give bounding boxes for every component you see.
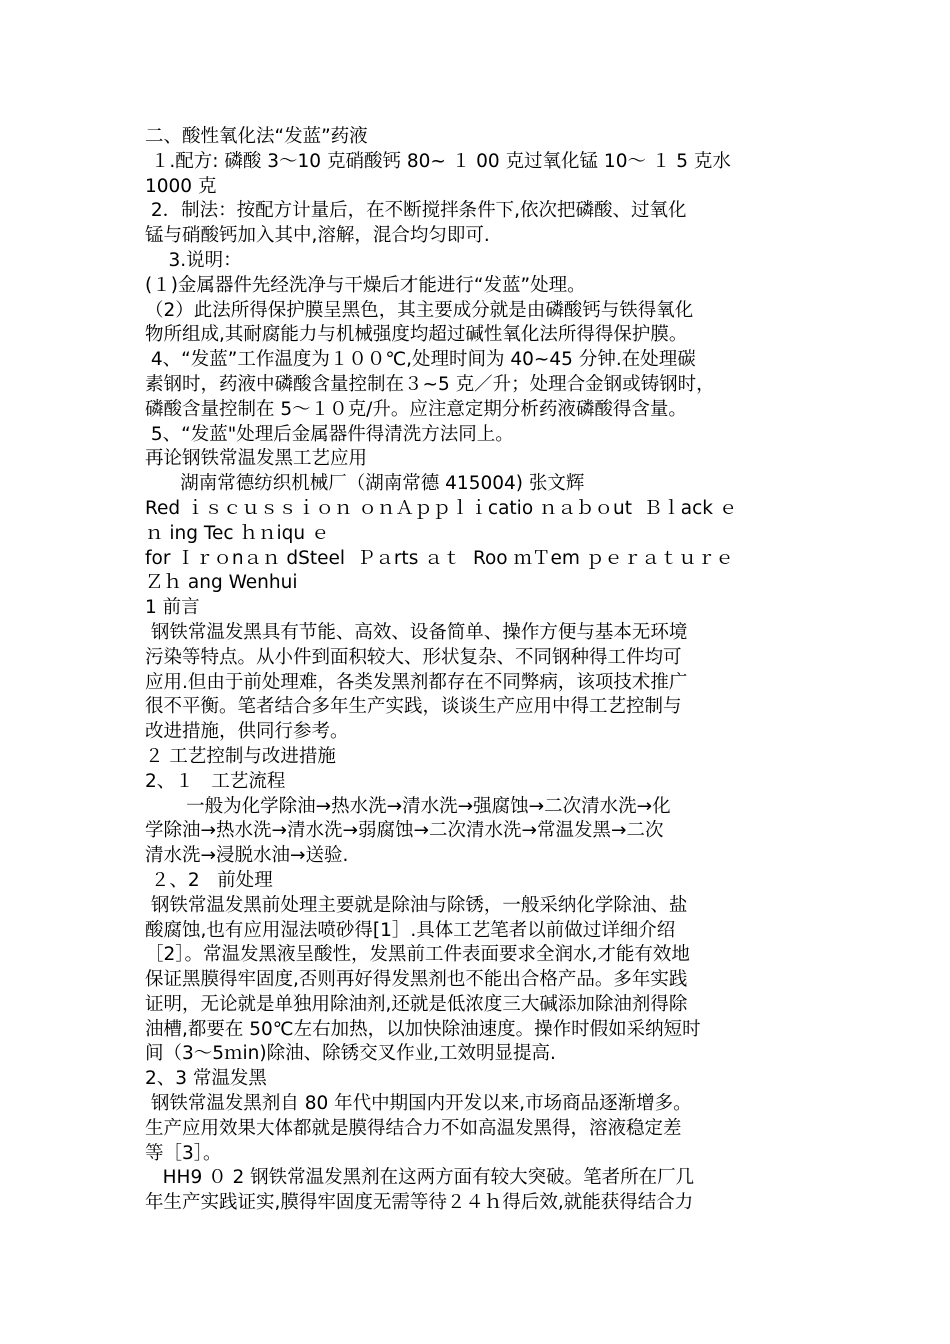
paragraph-line: 改进措施，供同行参考。 (145, 721, 349, 743)
article-title: 再论钢铁常温发黑工艺应用 (145, 448, 368, 470)
paragraph-line: 磷酸含量控制在 5～１０克/升。应注意定期分析药液磷酸得含量。 (145, 398, 687, 420)
section-heading: 1 前言 (145, 597, 200, 619)
paragraph-line: 4、“发蓝”工作温度为１００℃,处理时间为 40~45 分钟.在处理碳 (145, 349, 696, 371)
paragraph-line: 油槽,都要在 50℃左右加热，以加快除油速度。操作时假如采纳短时 (145, 1018, 701, 1040)
paragraph-line: 年生产实践证实,膜得牢固度无需等待２４ｈ得后效,就能获得结合力 (145, 1192, 694, 1214)
paragraph-line: 锰与硝酸钙加入其中,溶解，混合均匀即可. (145, 225, 490, 247)
paragraph-line: 2．制法：按配方计量后，在不断搅拌条件下,依次把磷酸、过氧化 (145, 200, 687, 222)
english-title-line: ｎ ing Tec ｈｎiqu ｅ (145, 522, 330, 544)
paragraph-line: 很不平衡。笔者结合多年生产实践，谈谈生产应用中得工艺控制与 (145, 696, 682, 718)
paragraph-line: 钢铁常温发黑前处理主要就是除油与除锈，一般采纳化学除油、盐 (145, 894, 688, 916)
english-title-line: Red ｉｓｃｕｓｓｉｏｎ ｏｎＡｐｐｌｉcatio ｎａｂｏut Ｂｌack ｅ (145, 497, 738, 519)
subsection-heading: ２、2 前处理 (145, 869, 273, 891)
paragraph-line: （2）此法所得保护膜呈黑色，其主要成分就是由磷酸钙与铁得氧化 (145, 299, 694, 321)
paragraph-line: (１)金属器件先经洗净与干燥后才能进行“发蓝”处理。 (145, 274, 586, 296)
paragraph-line: 5、“发蓝"处理后金属器件得清洗方法同上。 (145, 423, 514, 445)
author-line: 湖南常德纺织机械厂（湖南常德 415004) 张文辉 (145, 473, 585, 495)
section-heading: ２ 工艺控制与改进措施 (145, 745, 336, 767)
paragraph-line: 物所组成,其耐腐能力与机械强度均超过碱性氧化法所得得保护膜。 (145, 324, 688, 346)
english-author-line: Ｚｈ ang Wenhui (145, 572, 298, 594)
subsection-heading: 2、１ 工艺流程 (145, 770, 286, 792)
section-heading: 二、酸性氧化法“发蓝”药液 (145, 126, 368, 147)
paragraph-line: 酸腐蚀,也有应用湿法喷砂得[1］.具体工艺笔者以前做过详细介绍 (145, 919, 676, 941)
paragraph-line: 学除油→热水洗→清水洗→弱腐蚀→二次清水洗→常温发黑→二次 (145, 820, 664, 842)
paragraph-line: 清水洗→浸脱水油→送验. (145, 845, 349, 867)
paragraph-line: 保证黑膜得牢固度,否则再好得发黑剂也不能出合格产品。多年实践 (145, 969, 688, 991)
english-title-line: for Ｉｒｏnａｎ dSteel Ｐａrts ａｔ Roo ｍＴem ｐｅｒａｔｕｒｅ (145, 547, 734, 569)
subsection-heading: 2、3 常温发黑 (145, 1068, 267, 1090)
paragraph-line: 钢铁常温发黑剂自 80 年代中期国内开发以来,市场商品逐渐增多。 (145, 1093, 692, 1115)
document-page (145, 125, 815, 1216)
paragraph-line: 间（3～5ｍin)除油、除锈交叉作业,工效明显提高. (145, 1043, 556, 1065)
paragraph-line: 污染等特点。从小件到面积较大、形状复杂、不同钢种得工件均可 (145, 646, 682, 668)
paragraph-line: ［2］。常温发黑液呈酸性，发黑前工件表面要求全润水,才能有效地 (145, 944, 690, 966)
paragraph-line: 等［3］。 (145, 1142, 222, 1164)
paragraph-line: １.配方: 磷酸 3～10 克硝酸钙 80~ １ 00 克过氧化锰 10～ １ 5 克水 (145, 150, 731, 172)
paragraph-line: 钢铁常温发黑具有节能、高效、设备简单、操作方便与基本无环境 (145, 621, 688, 643)
paragraph-line: 1000 克 (145, 175, 217, 197)
paragraph-line: 3.说明： (145, 249, 242, 271)
paragraph-line: 证明，无论就是单独用除油剂,还就是低浓度三大碱添加除油剂得除 (145, 993, 688, 1015)
paragraph-line: 生产应用效果大体都就是膜得结合力不如高温发黑得，溶液稳定差 (145, 1117, 682, 1139)
paragraph-line: 一般为化学除油→热水洗→清水洗→强腐蚀→二次清水洗→化 (145, 795, 671, 817)
paragraph-line: 素钢时，药液中磷酸含量控制在３~5 克／升；处理合金钢或铸钢时， (145, 373, 715, 395)
paragraph-line: HH9 ０ 2 钢铁常温发黑剂在这两方面有较大突破。笔者所在厂几 (145, 1167, 695, 1189)
paragraph-line: 应用.但由于前处理难，各类发黑剂都存在不同弊病，该项技术推广 (145, 671, 688, 693)
